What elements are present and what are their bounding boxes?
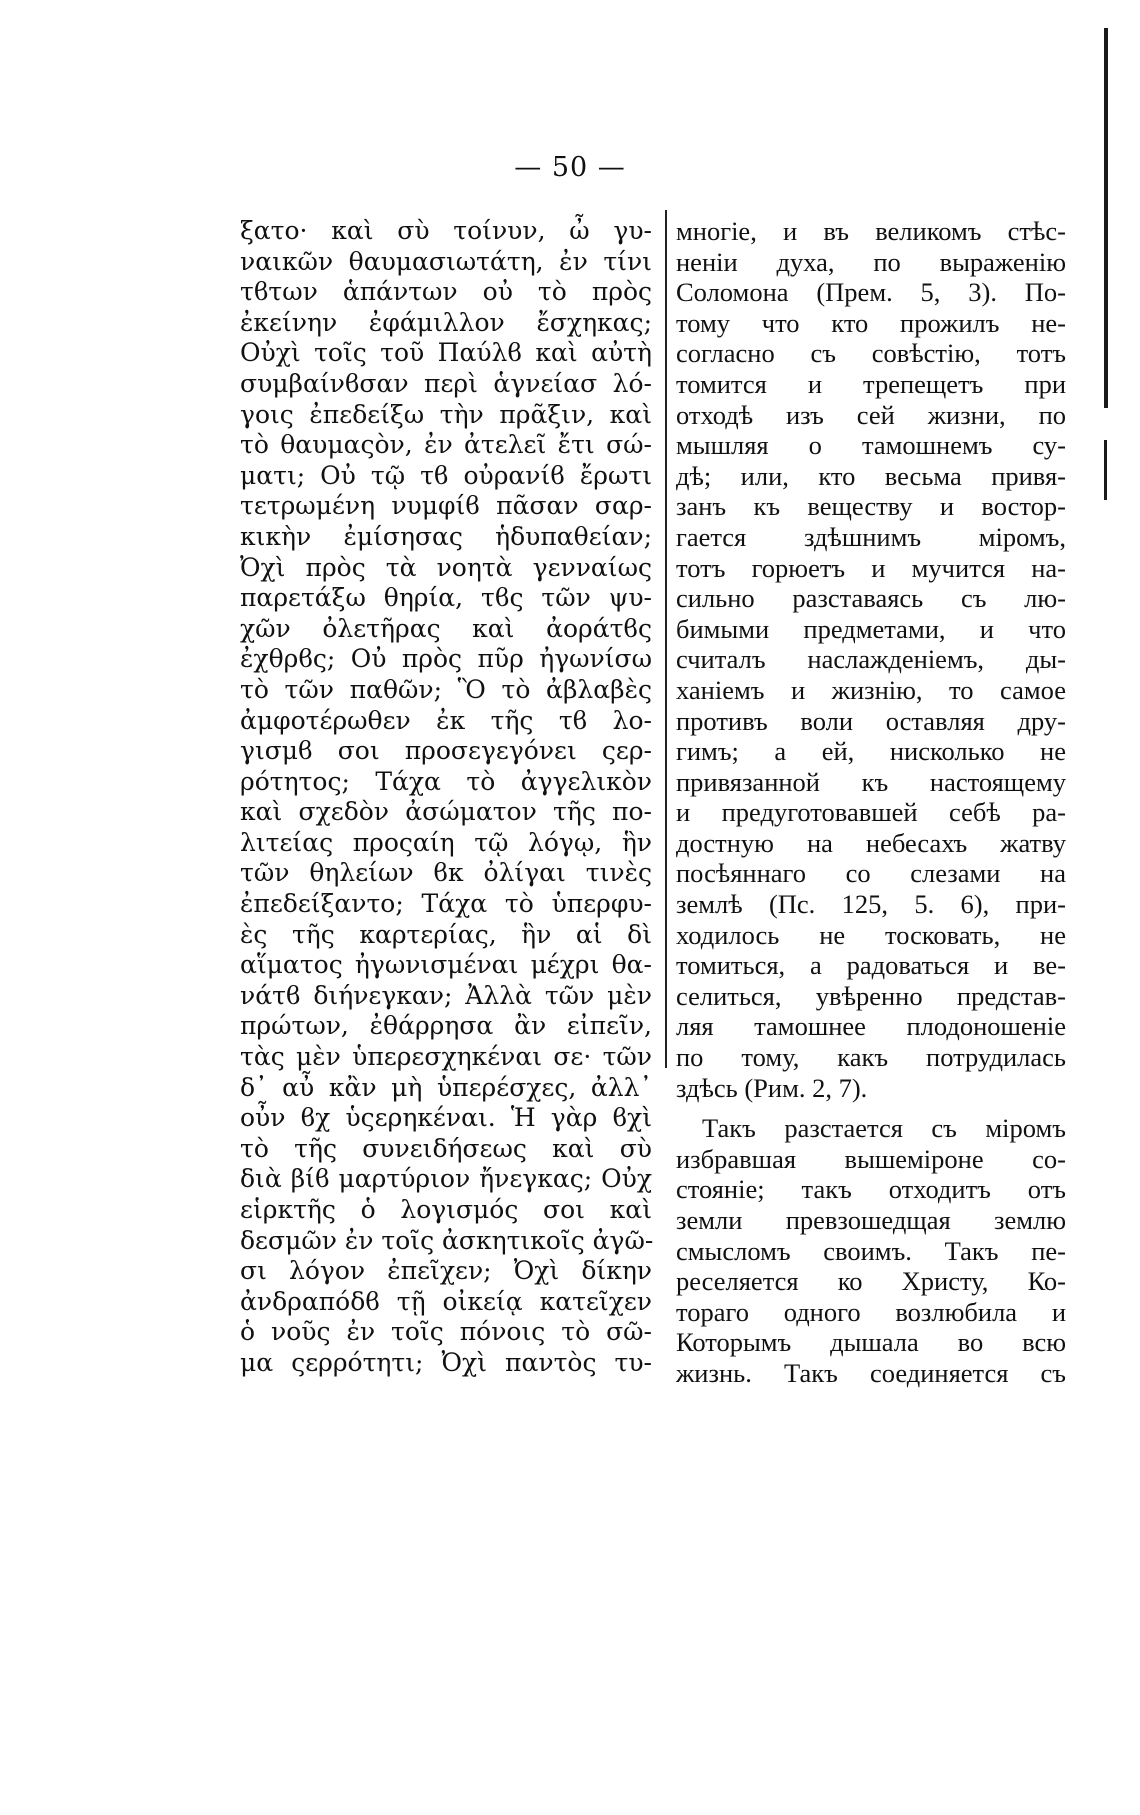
russian-text-line: тораго одного возлюбила и — [676, 1296, 1066, 1327]
russian-text-line: ханіемъ и жизнію, то самое — [676, 674, 1066, 705]
greek-text-line: ἀνδραπόδϐ τῇ οἰκείᾳ κατεῖχεν — [240, 1286, 652, 1316]
greek-text-line: τὸ τῆς συνειδήσεως καὶ σὺ — [240, 1133, 652, 1163]
greek-text-line: γοις ἐπεδείξω τὴν πρᾶξιν, καὶ — [240, 399, 652, 429]
paragraph-gap — [676, 1103, 1066, 1113]
greek-text-line: συμβαίνϐσαν περὶ ἁγνείασ λό- — [240, 368, 652, 398]
greek-text-line: οὖν ϐχ ὑςερηκέναι. Ἡ γὰρ ϐχὶ — [240, 1103, 652, 1133]
russian-text-line: ходилось не тосковать, не — [676, 919, 1066, 950]
greek-text-line: δεσμῶν ἐν τοῖς ἀσκητικοῖς ἀγῶ- — [240, 1225, 654, 1255]
russian-text-line: стояніе; такъ отходитъ отъ — [676, 1174, 1066, 1205]
greek-text-line: ρότητος; Τάχα τὸ ἀγγελικὸν — [240, 766, 652, 796]
russian-text-line: земли превзошедщая землю — [676, 1205, 1066, 1235]
russian-text-line: дѣ; или, кто весьма привя- — [676, 460, 1066, 491]
greek-text-line: τϐτων ἁπάντων οὐ τὸ πρὸς — [240, 277, 652, 307]
russian-text-line: посѣяннаго со слезами на — [676, 858, 1066, 889]
russian-text-line: ляя тамошнее плодоношеніе — [676, 1011, 1066, 1042]
greek-text-line: δ᾽ αὖ κἂν μὴ ὑπερέσχες, ἀλλ᾽ — [240, 1072, 652, 1102]
greek-text-line: εἱρκτῆς ὁ λογισμός σοι καὶ — [240, 1195, 652, 1224]
russian-text-line: неніи духа, по выраженію — [676, 246, 1066, 277]
greek-text-line: τὸ τῶν παθῶν; Ὃ τὸ ἀβλαβὲς — [240, 674, 652, 704]
russian-text-line: Соломона (Прем. 5, 3). По- — [676, 277, 1066, 308]
russian-text-line: по тому, какъ потрудилась — [676, 1042, 1066, 1073]
greek-text-line: τῶν θηλείων ϐκ ὀλίγαι τινὲς — [240, 858, 652, 888]
russian-text-line: тому что кто прожилъ не- — [676, 307, 1066, 338]
greek-text-line: τετρωμένη νυμφίϐ πᾶσαν σαρ- — [240, 491, 652, 521]
greek-text-line: ναικῶν θαυμασιωτάτη, ἐν τίνι — [240, 246, 652, 276]
greek-text-line: ἐκείνην ἐφάμιλλον ἔσχηκας; — [240, 307, 652, 337]
greek-text-line: πρώτων, ἐθάρρησα ἂν εἰπεῖν, — [240, 1011, 652, 1041]
russian-text-line: и предуготовавшей себѣ ра- — [676, 797, 1066, 828]
greek-text-line: μα ςερρότητι; Ὀχὶ παντὸς τυ- — [240, 1347, 652, 1377]
greek-text-line: σι λόγον ἐπεῖχεν; Ὀχὶ δίκην — [240, 1256, 652, 1286]
greek-text-line: ὲς τῆς καρτερίας, ἣν αἱ δὶ — [240, 919, 652, 949]
russian-text-line: тотъ горюетъ и мучится на- — [676, 552, 1066, 583]
russian-text-line: гается здѣшнимъ міромъ, — [676, 521, 1066, 552]
greek-text-line: ἀμφοτέρωθεν ἐκ τῆς τϐ λο- — [240, 705, 652, 735]
russian-text-line: считалъ наслажденіемъ, ды- — [676, 644, 1066, 675]
russian-text-line: Такъ разстается съ міромъ — [702, 1113, 1066, 1144]
russian-text-line: достную на небесахъ жатву — [676, 827, 1066, 858]
greek-text-line: Οὐχὶ τοῖς τοῦ Παύλϐ καὶ αὐτὴ — [240, 338, 652, 368]
russian-text-line: занъ къ веществу и востор- — [676, 491, 1066, 522]
russian-text-line: многіе, и въ великомъ стѣс- — [676, 216, 1066, 246]
russian-text-line: землѣ (Пс. 125, 5. 6), при- — [676, 889, 1066, 920]
russian-text-line: избравшая вышеміроне со- — [676, 1143, 1066, 1174]
russian-text-line: противъ воли оставляя дру- — [676, 705, 1066, 736]
column-divider — [665, 210, 667, 1068]
russian-text-line: селиться, увѣренно представ- — [676, 980, 1066, 1011]
russian-text-column — [676, 216, 1066, 1389]
russian-text-line: мышляя о тамошнемъ су- — [676, 430, 1066, 461]
russian-text-line: отходѣ изъ сей жизни, по — [676, 399, 1066, 430]
greek-text-line: διὰ βίϐ μαρτύριον ἤνεγκας; Οὐχ — [240, 1164, 652, 1194]
greek-text-line: Ὀχὶ πρὸς τὰ νοητὰ γενναίως — [240, 552, 652, 582]
greek-text-column — [240, 216, 652, 1379]
greek-text-line: χῶν ὀλετῆρας καὶ ἀοράτϐς — [240, 613, 652, 643]
greek-text-line: τὸ θαυμαςὸν, ἐν ἀτελεῖ ἔτι σώ- — [240, 430, 652, 460]
russian-text-line: смысломъ своимъ. Такъ пе- — [676, 1235, 1066, 1266]
greek-text-line: καὶ σχεδὸν ἀσώματον τῆς πο- — [240, 797, 652, 827]
greek-text-line: αἵματος ἠγωνισμέναι μέχρι θα- — [240, 950, 652, 980]
greek-text-line: λιτείας προςαίη τῷ λόγῳ, ἣν — [240, 827, 652, 857]
russian-text-line: привязанной къ настоящему — [676, 766, 1066, 797]
greek-text-line: ἐπεδείξαντο; Τάχα τὸ ὑπερφυ- — [240, 889, 652, 919]
russian-text-line: сильно разставаясь съ лю- — [676, 583, 1066, 614]
greek-text-line: ἐχθρϐς; Οὐ πρὸς πῦρ ἠγωνίσω — [240, 644, 652, 674]
russian-text-line: томиться, а радоваться и ве- — [676, 950, 1066, 981]
russian-text-line: здѣсь (Рим. 2, 7). — [676, 1072, 868, 1103]
page-edge-mark — [1104, 28, 1108, 408]
greek-text-line: νάτϐ διήνεγκαν; Ἀλλὰ τῶν μὲν — [240, 980, 652, 1010]
greek-text-line: ξατο· καὶ σὺ τοίνυν, ὦ γυ- — [240, 216, 652, 245]
greek-text-line: τὰς μὲν ὑπερεσχηκέναι σε· τῶν — [240, 1042, 652, 1072]
greek-text-line: ματι; Οὐ τῷ τϐ οὐρανίϐ ἔρωτι — [240, 460, 652, 490]
russian-text-line: жизнь. Такъ соединяется съ — [676, 1357, 1066, 1388]
greek-text-line: γισμϐ σοι προσεγεγόνει ςερ- — [240, 736, 652, 766]
greek-text-line: παρετάξω θηρία, τϐς τῶν ψυ- — [240, 583, 652, 613]
page-edge-mark — [1104, 440, 1107, 500]
russian-text-line: бимыми предметами, и что — [676, 613, 1066, 644]
russian-text-line: согласно съ совѣстію, тотъ — [676, 338, 1066, 369]
greek-text-line: ὁ νοῦς ἐν τοῖς πόνοις τὸ σῶ- — [240, 1317, 652, 1347]
russian-text-line: гимъ; а ей, нисколько не — [676, 736, 1066, 767]
russian-text-line: томится и трепещетъ при — [676, 368, 1066, 399]
greek-text-line: κικὴν ἐμίσησας ἡδυπαθείαν; — [240, 521, 652, 551]
russian-text-line: реселяется ко Христу, Ко- — [676, 1266, 1066, 1297]
russian-text-line: Которымъ дышала во всю — [676, 1327, 1066, 1358]
page-number: — 50 — — [514, 152, 626, 183]
